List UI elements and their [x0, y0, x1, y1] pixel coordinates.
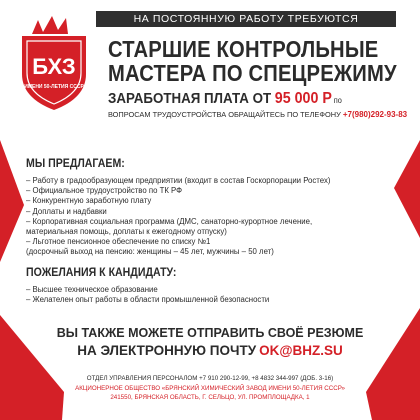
list-item: – Официальное трудоустройство по ТК РФ	[26, 186, 183, 196]
list-item: – Доплаты и надбавки	[26, 206, 107, 216]
company-logo	[18, 16, 90, 112]
cta-line-2	[0, 343, 420, 358]
phone-number[interactable]: +7(980)292-93-83	[342, 110, 408, 119]
list-item: – Конкурентную заработную плату	[26, 196, 152, 206]
offer-list	[26, 176, 386, 258]
right-red-shard	[394, 140, 420, 238]
footer-address: 241550, БРЯНСКАЯ ОБЛАСТЬ, Г. СЕЛЬЦО, УЛ. ПРОМПЛОЩАДКА, 1	[110, 394, 310, 401]
list-item: – Высшее техническое образование	[26, 285, 158, 294]
logo-letters: БХЗ	[32, 54, 76, 79]
list-item: – Работу в градообразующем предприятии (входит в состав Госкорпорации Ростех)	[26, 176, 331, 185]
title-line-2: МАСТЕРА ПО СПЕЦРЕЖИМУ	[108, 60, 397, 86]
salary-amount: 95 000 Р	[274, 90, 332, 107]
list-item: (досрочный выход на пенсию: женщины – 45 лет, мужчины – 50 лет)	[26, 247, 274, 257]
salary-suffix: по	[333, 96, 342, 105]
list-item: – Льготное пенсионное обеспечение по списку №1	[26, 237, 211, 247]
list-item: материальная помощь, доплаты к ежегодному отпуску)	[26, 227, 227, 237]
wishes-title: ПОЖЕЛАНИЯ К КАНДИДАТУ:	[26, 267, 177, 279]
header-strip	[96, 11, 396, 27]
logo-ring-text: ИМЕНИ 50-ЛЕТИЯ СССР	[24, 84, 84, 90]
offer-title: МЫ ПРЕДЛАГАЕМ:	[26, 158, 125, 170]
email-link[interactable]: OK@BHZ.SU	[259, 343, 343, 358]
wishes-list	[26, 285, 386, 305]
salary-label: ЗАРАБОТНАЯ ПЛАТА ОТ	[108, 91, 272, 107]
left-red-shard	[0, 140, 24, 262]
page-title	[108, 36, 397, 86]
list-item: – Корпоративная социальная программа (ДМС, санаторно-курортное лечение,	[26, 216, 313, 226]
title-line-1: СТАРШИЕ КОНТРОЛЬНЫЕ	[108, 36, 379, 62]
footer-hr-contacts: ОТДЕЛ УПРАВЛЕНИЯ ПЕРСОНАЛОМ +7 910 290-12-99, +8 4832 344-997 (ДОБ. 3-16)	[86, 375, 334, 382]
cta-line-2-text: НА ЭЛЕКТРОННУЮ ПОЧТУ	[77, 343, 257, 358]
bottom-right-red-shard	[366, 308, 420, 420]
header-strip-text: НА ПОСТОЯННУЮ РАБОТУ ТРЕБУЮТСЯ	[133, 13, 359, 25]
footer-company-name: АКЦИОНЕРНОЕ ОБЩЕСТВО «БРЯНСКИЙ ХИМИЧЕСКИЙ ЗАВОД ИМЕНИ 50-ЛЕТИЯ СССР»	[75, 385, 345, 392]
phone-row	[108, 110, 407, 119]
phone-label: ВОПРОСАМ ТРУДОУСТРОЙСТВА ОБРАЩАЙТЕСЬ ПО ТЕЛЕФОНУ	[108, 110, 341, 119]
list-item: – Желателен опыт работы в области промышленной безопасности	[26, 295, 270, 305]
cta-line-1: ВЫ ТАКЖЕ МОЖЕТЕ ОТПРАВИТЬ СВОЁ РЕЗЮМЕ	[56, 326, 364, 340]
salary-row	[108, 90, 342, 108]
